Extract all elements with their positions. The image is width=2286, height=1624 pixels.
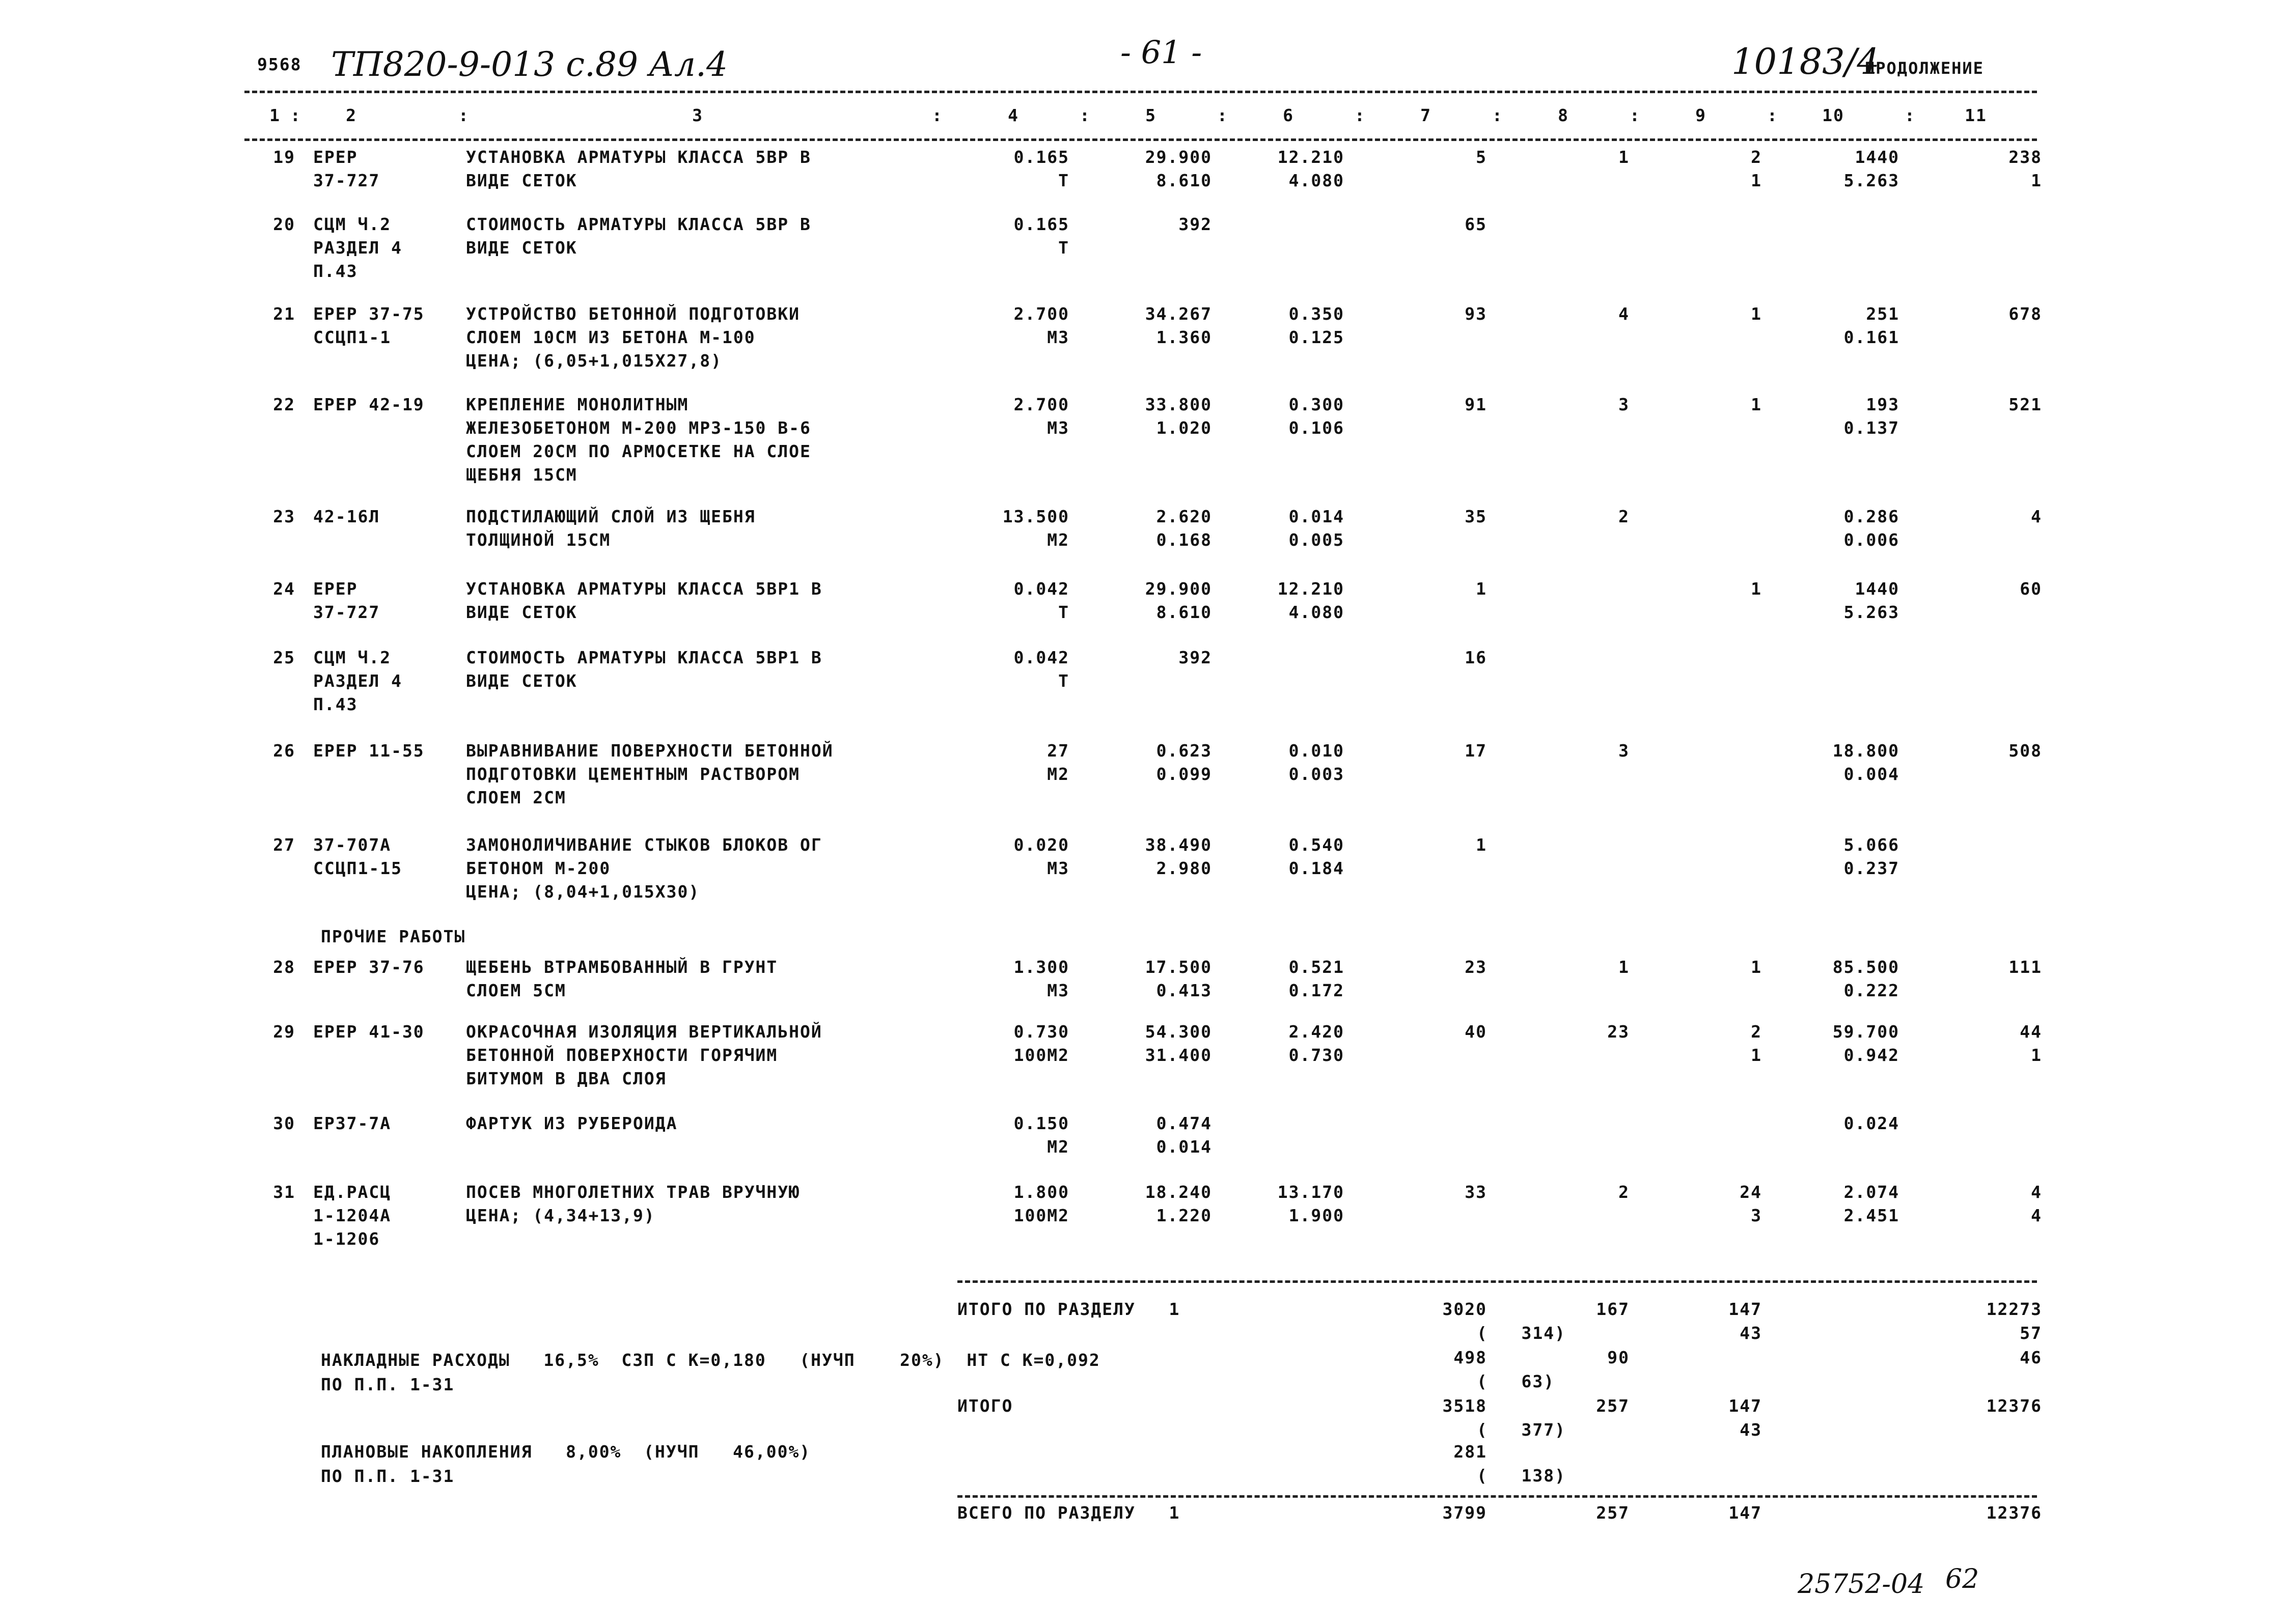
table-cell-c10: 85.500	[1832, 957, 1899, 977]
table-cell-desc: ЩЕБНЯ 15СМ	[466, 465, 577, 485]
footer-page: 62	[1945, 1564, 1979, 1594]
planned-c8-paren: ( 138)	[1477, 1466, 1566, 1486]
itogo-c9b: 43	[1740, 1420, 1762, 1440]
column-header-3: 3	[692, 105, 703, 125]
table-cell-c9: 2	[1751, 147, 1762, 167]
table-cell-c4: М3	[1047, 858, 1069, 878]
table-cell-c5: 1.360	[1156, 327, 1212, 347]
itogo-c7: 3518	[1442, 1396, 1487, 1416]
table-cell-no: 19	[273, 147, 295, 167]
planned-sub: ПО П.П. 1-31	[321, 1466, 455, 1486]
table-cell-c10: 0.004	[1843, 764, 1899, 784]
table-cell-c10: 0.137	[1843, 418, 1899, 438]
table-cell-c11: 111	[2008, 957, 2042, 977]
table-cell-code: 37-727	[313, 602, 380, 622]
table-cell-code: СЦМ Ч.2	[313, 648, 392, 667]
table-cell-c10: 18.800	[1832, 741, 1899, 761]
itogo-c11: 12376	[1986, 1396, 2042, 1416]
table-cell-desc: УСТАНОВКА АРМАТУРЫ КЛАССА 5ВР В	[466, 147, 811, 167]
table-cell-c5: 0.168	[1156, 530, 1212, 550]
table-cell-desc: БЕТОННОЙ ПОВЕРХНОСТИ ГОРЯЧИМ	[466, 1045, 778, 1065]
table-cell-c6: 0.125	[1288, 327, 1344, 347]
table-cell-c11: 1	[2031, 171, 2042, 190]
table-cell-c6: 1.900	[1288, 1206, 1344, 1225]
table-cell-c10: 1440	[1855, 579, 1899, 599]
table-cell-c5: 392	[1178, 648, 1212, 667]
column-separator: :	[1905, 105, 1916, 125]
table-cell-c5: 392	[1178, 214, 1212, 234]
table-cell-desc: СТОИМОСТЬ АРМАТУРЫ КЛАССА 5ВР1 В	[466, 648, 822, 667]
table-cell-c11: 238	[2008, 147, 2042, 167]
table-cell-c5: 0.014	[1156, 1137, 1212, 1157]
table-cell-code: РАЗДЕЛ 4	[313, 671, 402, 691]
table-cell-desc: УСТАНОВКА АРМАТУРЫ КЛАССА 5ВР1 В	[466, 579, 822, 599]
table-cell-c4: М3	[1047, 981, 1069, 1000]
column-separator: :	[1767, 105, 1778, 125]
table-cell-c6: 0.350	[1288, 304, 1344, 324]
table-cell-c8: 1	[1618, 147, 1630, 167]
table-cell-c4: 0.020	[1013, 835, 1069, 855]
total-c7: 3799	[1442, 1503, 1487, 1523]
table-cell-desc: ВИДЕ СЕТОК	[466, 671, 577, 691]
itogo-razdel-c11b: 57	[2020, 1323, 2042, 1343]
table-cell-code: П.43	[313, 694, 358, 714]
table-cell-c4: Т	[1058, 602, 1069, 622]
overhead-c8-paren: ( 63)	[1477, 1371, 1555, 1391]
table-cell-c8: 2	[1618, 1182, 1630, 1202]
itogo-razdel-c9: 147	[1728, 1299, 1762, 1319]
table-cell-c4: 100М2	[1013, 1206, 1069, 1225]
table-cell-code: 1-1204А	[313, 1206, 392, 1225]
table-cell-c4: 0.165	[1013, 214, 1069, 234]
table-cell-c6: 0.172	[1288, 981, 1344, 1000]
column-separator: :	[1492, 105, 1503, 125]
overhead-c8: 90	[1607, 1348, 1630, 1367]
table-cell-c4: 2.700	[1013, 395, 1069, 414]
table-cell-desc: ФАРТУК ИЗ РУБЕРОИДА	[466, 1113, 678, 1133]
table-cell-code: РАЗДЕЛ 4	[313, 238, 402, 258]
table-cell-c4: М3	[1047, 327, 1069, 347]
total-c8: 257	[1596, 1503, 1630, 1523]
table-cell-desc: ВИДЕ СЕТОК	[466, 602, 577, 622]
table-cell-code: 37-707А	[313, 835, 392, 855]
table-cell-desc: ТОЛЩИНОЙ 15СМ	[466, 530, 611, 550]
table-cell-code: ЕРЕР 42-19	[313, 395, 425, 414]
table-cell-c5: 0.099	[1156, 764, 1212, 784]
table-cell-no: 23	[273, 507, 295, 526]
column-header-6: 6	[1283, 105, 1294, 125]
table-cell-code: ССЦП1-15	[313, 858, 402, 878]
table-cell-c5: 33.800	[1145, 395, 1212, 414]
table-cell-c6: 12.210	[1277, 579, 1344, 599]
itogo-c8: 257	[1596, 1396, 1630, 1416]
continuation-label: ПРОДОЛЖЕНИЕ	[1865, 59, 1984, 78]
table-cell-desc: ОКРАСОЧНАЯ ИЗОЛЯЦИЯ ВЕРТИКАЛЬНОЙ	[466, 1022, 822, 1042]
table-cell-no: 26	[273, 741, 295, 761]
table-cell-c11: 1	[2031, 1045, 2042, 1065]
table-cell-c10: 193	[1866, 395, 1899, 414]
table-cell-c7: 23	[1465, 957, 1487, 977]
table-cell-c11: 508	[2008, 741, 2042, 761]
table-cell-desc: ВЫРАВНИВАНИЕ ПОВЕРХНОСТИ БЕТОННОЙ	[466, 741, 834, 761]
table-cell-c8: 4	[1618, 304, 1630, 324]
table-cell-c7: 16	[1465, 648, 1487, 667]
table-cell-code: ЕРЕР	[313, 147, 358, 167]
table-cell-c6: 0.300	[1288, 395, 1344, 414]
column-header-9: 9	[1695, 105, 1706, 125]
table-cell-c5: 1.020	[1156, 418, 1212, 438]
table-cell-desc: УСТРОЙСТВО БЕТОННОЙ ПОДГОТОВКИ	[466, 304, 801, 324]
table-cell-c5: 0.474	[1156, 1113, 1212, 1133]
table-cell-desc: ПОДГОТОВКИ ЦЕМЕНТНЫМ РАСТВОРОМ	[466, 764, 801, 784]
table-cell-c7: 35	[1465, 507, 1487, 526]
table-cell-c11: 44	[2020, 1022, 2042, 1042]
table-cell-c11: 4	[2031, 507, 2042, 526]
table-cell-code: ЕРЕР 41-30	[313, 1022, 425, 1042]
table-cell-c5: 38.490	[1145, 835, 1212, 855]
table-cell-desc: СЛОЕМ 2СМ	[466, 788, 566, 807]
table-cell-c6: 4.080	[1288, 171, 1344, 190]
table-cell-c6: 0.730	[1288, 1045, 1344, 1065]
table-cell-c6: 0.003	[1288, 764, 1344, 784]
table-cell-c5: 0.623	[1156, 741, 1212, 761]
table-cell-code: ЕД.РАСЦ	[313, 1182, 392, 1202]
table-cell-c6: 0.106	[1288, 418, 1344, 438]
summary-top-rule	[957, 1280, 2037, 1283]
footer-stamp: 25752-04	[1798, 1569, 1925, 1600]
table-cell-no: 30	[273, 1113, 295, 1133]
table-cell-c10: 251	[1866, 304, 1899, 324]
planned-label: ПЛАНОВЫЕ НАКОПЛЕНИЯ 8,00% (НУЧП 46,00%)	[321, 1442, 811, 1462]
table-cell-desc: СЛОЕМ 20СМ ПО АРМОСЕТКЕ НА СЛОЕ	[466, 441, 811, 461]
table-cell-no: 21	[273, 304, 295, 324]
table-cell-c5: 17.500	[1145, 957, 1212, 977]
total-c11: 12376	[1986, 1503, 2042, 1523]
table-cell-c5: 29.900	[1145, 147, 1212, 167]
table-cell-c8: 2	[1618, 507, 1630, 526]
table-cell-c10: 0.024	[1843, 1113, 1899, 1133]
table-cell-c5: 8.610	[1156, 602, 1212, 622]
total-top-rule	[957, 1495, 2037, 1498]
table-cell-c7: 40	[1465, 1022, 1487, 1042]
table-cell-c11: 4	[2031, 1182, 2042, 1202]
table-cell-no: 31	[273, 1182, 295, 1202]
table-cell-c7: 91	[1465, 395, 1487, 414]
table-cell-c4: 1.300	[1013, 957, 1069, 977]
column-header-7: 7	[1420, 105, 1431, 125]
total-label: ВСЕГО ПО РАЗДЕЛУ 1	[957, 1503, 1180, 1523]
itogo-razdel-c8: 167	[1596, 1299, 1630, 1319]
column-header-11: 11	[1965, 105, 1987, 125]
table-cell-no: 24	[273, 579, 295, 599]
table-cell-c6: 0.005	[1288, 530, 1344, 550]
table-cell-c11: 4	[2031, 1206, 2042, 1225]
table-cell-c4: М2	[1047, 530, 1069, 550]
column-header-10: 10	[1822, 105, 1844, 125]
table-cell-c9: 1	[1751, 1045, 1762, 1065]
overhead-label: НАКЛАДНЫЕ РАСХОДЫ 16,5% СЗП С К=0,180 (НУЧП 20%) НТ С К=0,092	[321, 1350, 1100, 1370]
table-cell-c4: 0.165	[1013, 147, 1069, 167]
table-cell-desc: ВИДЕ СЕТОК	[466, 238, 577, 258]
table-cell-c11: 678	[2008, 304, 2042, 324]
column-separator: :	[1630, 105, 1641, 125]
table-cell-c9: 1	[1751, 171, 1762, 190]
table-cell-desc: КРЕПЛЕНИЕ МОНОЛИТНЫМ	[466, 395, 689, 414]
table-cell-c9: 1	[1751, 395, 1762, 414]
table-cell-c10: 0.161	[1843, 327, 1899, 347]
table-cell-no: 20	[273, 214, 295, 234]
table-cell-c10: 5.263	[1843, 602, 1899, 622]
table-cell-c10: 0.286	[1843, 507, 1899, 526]
table-cell-desc: ЦЕНА; (6,05+1,015Х27,8)	[466, 351, 722, 371]
table-cell-c4: М2	[1047, 1137, 1069, 1157]
archive-number: 9568	[257, 54, 302, 74]
table-cell-code: 42-16Л	[313, 507, 380, 526]
table-cell-code: ССЦП1-1	[313, 327, 392, 347]
column-separator: :	[1080, 105, 1091, 125]
table-cell-no: 25	[273, 648, 295, 667]
table-cell-c6: 0.540	[1288, 835, 1344, 855]
table-cell-c5: 0.413	[1156, 981, 1212, 1000]
table-cell-c5: 2.620	[1156, 507, 1212, 526]
table-cell-c4: М3	[1047, 418, 1069, 438]
itogo-c8-paren: ( 377)	[1477, 1420, 1566, 1440]
column-separator: :	[458, 105, 470, 125]
table-cell-c4: Т	[1058, 671, 1069, 691]
table-cell-c10: 1440	[1855, 147, 1899, 167]
total-c9: 147	[1728, 1503, 1762, 1523]
table-cell-desc: БИТУМОМ В ДВА СЛОЯ	[466, 1069, 667, 1088]
table-cell-c6: 12.210	[1277, 147, 1344, 167]
table-cell-c8: 3	[1618, 395, 1630, 414]
sheet-reference: 10183/4	[1731, 41, 1880, 82]
table-cell-c8: 3	[1618, 741, 1630, 761]
column-header-1: 1	[269, 105, 281, 125]
table-cell-code: СЦМ Ч.2	[313, 214, 392, 234]
table-cell-c5: 2.980	[1156, 858, 1212, 878]
column-header-8: 8	[1558, 105, 1569, 125]
table-cell-c6: 0.521	[1288, 957, 1344, 977]
table-cell-c5: 8.610	[1156, 171, 1212, 190]
table-cell-c6: 0.014	[1288, 507, 1344, 526]
table-cell-c5: 1.220	[1156, 1206, 1212, 1225]
page-number: - 61 -	[1120, 34, 1202, 71]
table-cell-c5: 54.300	[1145, 1022, 1212, 1042]
table-cell-c4: 13.500	[1002, 507, 1069, 526]
column-separator: :	[1217, 105, 1228, 125]
table-cell-c5: 29.900	[1145, 579, 1212, 599]
table-cell-desc: ЗАМОНОЛИЧИВАНИЕ СТЫКОВ БЛОКОВ ОГ	[466, 835, 822, 855]
table-cell-c10: 2.451	[1843, 1206, 1899, 1225]
table-cell-c9: 1	[1751, 304, 1762, 324]
table-cell-code: ЕРЕР 11-55	[313, 741, 425, 761]
table-cell-c7: 1	[1476, 579, 1487, 599]
table-cell-c9: 2	[1751, 1022, 1762, 1042]
table-cell-c9: 1	[1751, 579, 1762, 599]
table-cell-c7: 93	[1465, 304, 1487, 324]
table-cell-c6: 4.080	[1288, 602, 1344, 622]
table-cell-desc: СЛОЕМ 10СМ ИЗ БЕТОНА М-100	[466, 327, 756, 347]
table-cell-c9: 1	[1751, 957, 1762, 977]
table-cell-code: 1-1206	[313, 1229, 380, 1249]
table-cell-desc: ЖЕЛЕЗОБЕТОНОМ М-200 МРЗ-150 В-6	[466, 418, 811, 438]
document-code: ТП820-9-013 с.89 Ал.4	[331, 45, 728, 84]
column-separator: :	[1355, 105, 1366, 125]
table-cell-no: 28	[273, 957, 295, 977]
table-cell-desc: БЕТОНОМ М-200	[466, 858, 611, 878]
table-cell-c6: 13.170	[1277, 1182, 1344, 1202]
table-cell-desc: СЛОЕМ 5СМ	[466, 981, 566, 1000]
overhead-c7: 498	[1453, 1348, 1487, 1367]
column-header-5: 5	[1145, 105, 1156, 125]
table-cell-c10: 2.074	[1843, 1182, 1899, 1202]
table-cell-desc: ПОДСТИЛАЮЩИЙ СЛОЙ ИЗ ЩЕБНЯ	[466, 507, 756, 526]
table-cell-c4: М2	[1047, 764, 1069, 784]
table-cell-code: ЕРЕР 37-75	[313, 304, 425, 324]
table-cell-c9: 3	[1751, 1206, 1762, 1225]
itogo-razdel-c8-paren: ( 314)	[1477, 1323, 1566, 1343]
itogo-razdel-label: ИТОГО ПО РАЗДЕЛУ 1	[957, 1299, 1180, 1319]
table-cell-c7: 17	[1465, 741, 1487, 761]
table-cell-no: 22	[273, 395, 295, 414]
table-cell-c11: 521	[2008, 395, 2042, 414]
table-cell-c10: 0.222	[1843, 981, 1899, 1000]
table-cell-c4: Т	[1058, 171, 1069, 190]
table-cell-desc: ВИДЕ СЕТОК	[466, 171, 577, 190]
table-cell-c7: 33	[1465, 1182, 1487, 1202]
itogo-c9: 147	[1728, 1396, 1762, 1416]
table-cell-c7: 1	[1476, 835, 1487, 855]
itogo-label: ИТОГО	[957, 1396, 1013, 1416]
table-cell-no: 27	[273, 835, 295, 855]
table-cell-code: ЕР37-7А	[313, 1113, 392, 1133]
table-cell-c4: 0.150	[1013, 1113, 1069, 1133]
table-top-rule	[244, 91, 2037, 93]
table-cell-c5: 34.267	[1145, 304, 1212, 324]
table-cell-c4: 100М2	[1013, 1045, 1069, 1065]
table-cell-desc: СТОИМОСТЬ АРМАТУРЫ КЛАССА 5ВР В	[466, 214, 811, 234]
overhead-sub: ПО П.П. 1-31	[321, 1375, 455, 1394]
table-cell-code: 37-727	[313, 171, 380, 190]
table-cell-c10: 0.006	[1843, 530, 1899, 550]
table-cell-c10: 5.066	[1843, 835, 1899, 855]
table-cell-c4: 27	[1047, 741, 1069, 761]
table-cell-c6: 0.184	[1288, 858, 1344, 878]
table-cell-desc: ЦЕНА; (8,04+1,015Х30)	[466, 882, 700, 902]
table-cell-c10: 0.942	[1843, 1045, 1899, 1065]
table-cell-c8: 23	[1607, 1022, 1630, 1042]
table-cell-c4: 0.730	[1013, 1022, 1069, 1042]
table-cell-c5: 18.240	[1145, 1182, 1212, 1202]
table-cell-c4: 2.700	[1013, 304, 1069, 324]
other-works-label: ПРОЧИЕ РАБОТЫ	[321, 927, 466, 946]
table-cell-desc: ПОСЕВ МНОГОЛЕТНИХ ТРАВ ВРУЧНУЮ	[466, 1182, 801, 1202]
table-cell-code: П.43	[313, 261, 358, 281]
table-cell-desc: ЦЕНА; (4,34+13,9)	[466, 1206, 655, 1225]
table-cell-c4: 0.042	[1013, 579, 1069, 599]
table-cell-code: ЕРЕР 37-76	[313, 957, 425, 977]
table-cell-c10: 0.237	[1843, 858, 1899, 878]
table-cell-c5: 31.400	[1145, 1045, 1212, 1065]
table-cell-code: ЕРЕР	[313, 579, 358, 599]
table-cell-c10: 5.263	[1843, 171, 1899, 190]
itogo-razdel-c9b: 43	[1740, 1323, 1762, 1343]
table-cell-c11: 60	[2020, 579, 2042, 599]
table-cell-c9: 24	[1740, 1182, 1762, 1202]
table-cell-desc: ЩЕБЕНЬ ВТРАМБОВАННЫЙ В ГРУНТ	[466, 957, 778, 977]
table-cell-c4: 0.042	[1013, 648, 1069, 667]
overhead-c11: 46	[2020, 1348, 2042, 1367]
column-header-2: 2	[346, 105, 357, 125]
column-separator: :	[932, 105, 943, 125]
table-cell-c6: 0.010	[1288, 741, 1344, 761]
itogo-razdel-c7: 3020	[1442, 1299, 1487, 1319]
table-cell-no: 29	[273, 1022, 295, 1042]
header-bottom-rule	[244, 138, 2037, 141]
table-cell-c7: 5	[1476, 147, 1487, 167]
table-cell-c6: 2.420	[1288, 1022, 1344, 1042]
itogo-razdel-c11: 12273	[1986, 1299, 2042, 1319]
planned-c7: 281	[1453, 1442, 1487, 1462]
table-cell-c4: 1.800	[1013, 1182, 1069, 1202]
column-separator: :	[290, 105, 301, 125]
table-cell-c8: 1	[1618, 957, 1630, 977]
table-cell-c4: Т	[1058, 238, 1069, 258]
table-cell-c7: 65	[1465, 214, 1487, 234]
column-header-4: 4	[1008, 105, 1019, 125]
table-cell-c10: 59.700	[1832, 1022, 1899, 1042]
